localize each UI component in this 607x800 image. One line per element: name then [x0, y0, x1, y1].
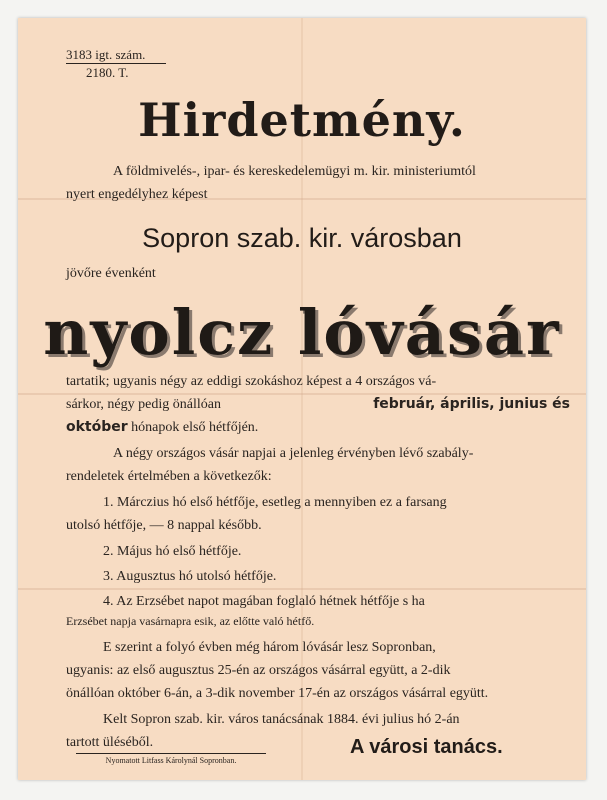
october-emphasis: október [66, 419, 128, 435]
held-line-1: tartatik; ugyanis négy az eddigi szokáshoz képest a 4 országos vá- [66, 374, 437, 389]
intro-line-2: nyert engedélyhez képest [66, 187, 208, 202]
city-heading: Sopron szab. kir. városban [142, 223, 462, 253]
reg-line-2: 2180. T. [66, 63, 166, 81]
list-item-4: 4. Az Erzsébet napot magában foglaló hétnek hétfője s ha [103, 594, 425, 609]
printer-credit: Nyomatott Litfass Károlynál Sopronban. [76, 753, 266, 765]
signature: A városi tanács. [350, 736, 503, 758]
held-line-2-text: sárkor, négy pedig önállóan [66, 397, 221, 412]
this-year-line-2: ugyanis: az első augusztus 25-én az országos vásárral együtt, a 2-dik [66, 663, 451, 678]
held-line-3-text: hónapok első hétfőjén. [131, 420, 259, 435]
this-year-line-3: önállóan október 6-án, a 3-dik november 17-én az országos vásárral együtt. [66, 686, 489, 701]
this-year-line-1: E szerint a folyó évben még három lóvásár lesz Sopronban, [103, 640, 436, 655]
poster [18, 18, 586, 780]
rules-line-1: A négy országos vásár napjai a jelenleg érvényben lévő szabály- [113, 446, 474, 461]
list-item-3: 3. Augusztus hó utolsó hétfője. [103, 569, 277, 584]
headline: nyolcz lóvásár [43, 296, 561, 369]
intro-line-1: A földmivelés-, ipar- és kereskedelemügyi m. kir. ministeriumtól [113, 164, 476, 179]
registration-number [66, 46, 166, 81]
rules-line-2: rendeletek értelmében a következők: [66, 469, 272, 484]
list-item-2: 2. Május hó első hétfője. [103, 544, 242, 559]
yearly-line: jövőre évenként [66, 266, 156, 281]
held-line-3 [66, 416, 258, 439]
list-item-4-cont: Erzsébet napja vasárnapra esik, az előtte való hétfő. [66, 614, 315, 628]
months-emphasis: február, április, junius és [373, 396, 570, 412]
list-item-1: 1. Márczius hó első hétfője, esetleg a mennyiben ez a farsang [103, 495, 447, 510]
page-title: Hirdetmény. [138, 93, 466, 147]
dated-line-2: tartott üléséből. [66, 735, 154, 750]
dated-line-1: Kelt Sopron szab. kir. város tanácsának 1884. évi julius hó 2-án [103, 712, 460, 727]
list-item-1-cont: utolsó hétfője, — 8 nappal később. [66, 518, 262, 533]
reg-line-1: 3183 igt. szám. [66, 47, 146, 62]
held-line-2 [66, 393, 570, 416]
